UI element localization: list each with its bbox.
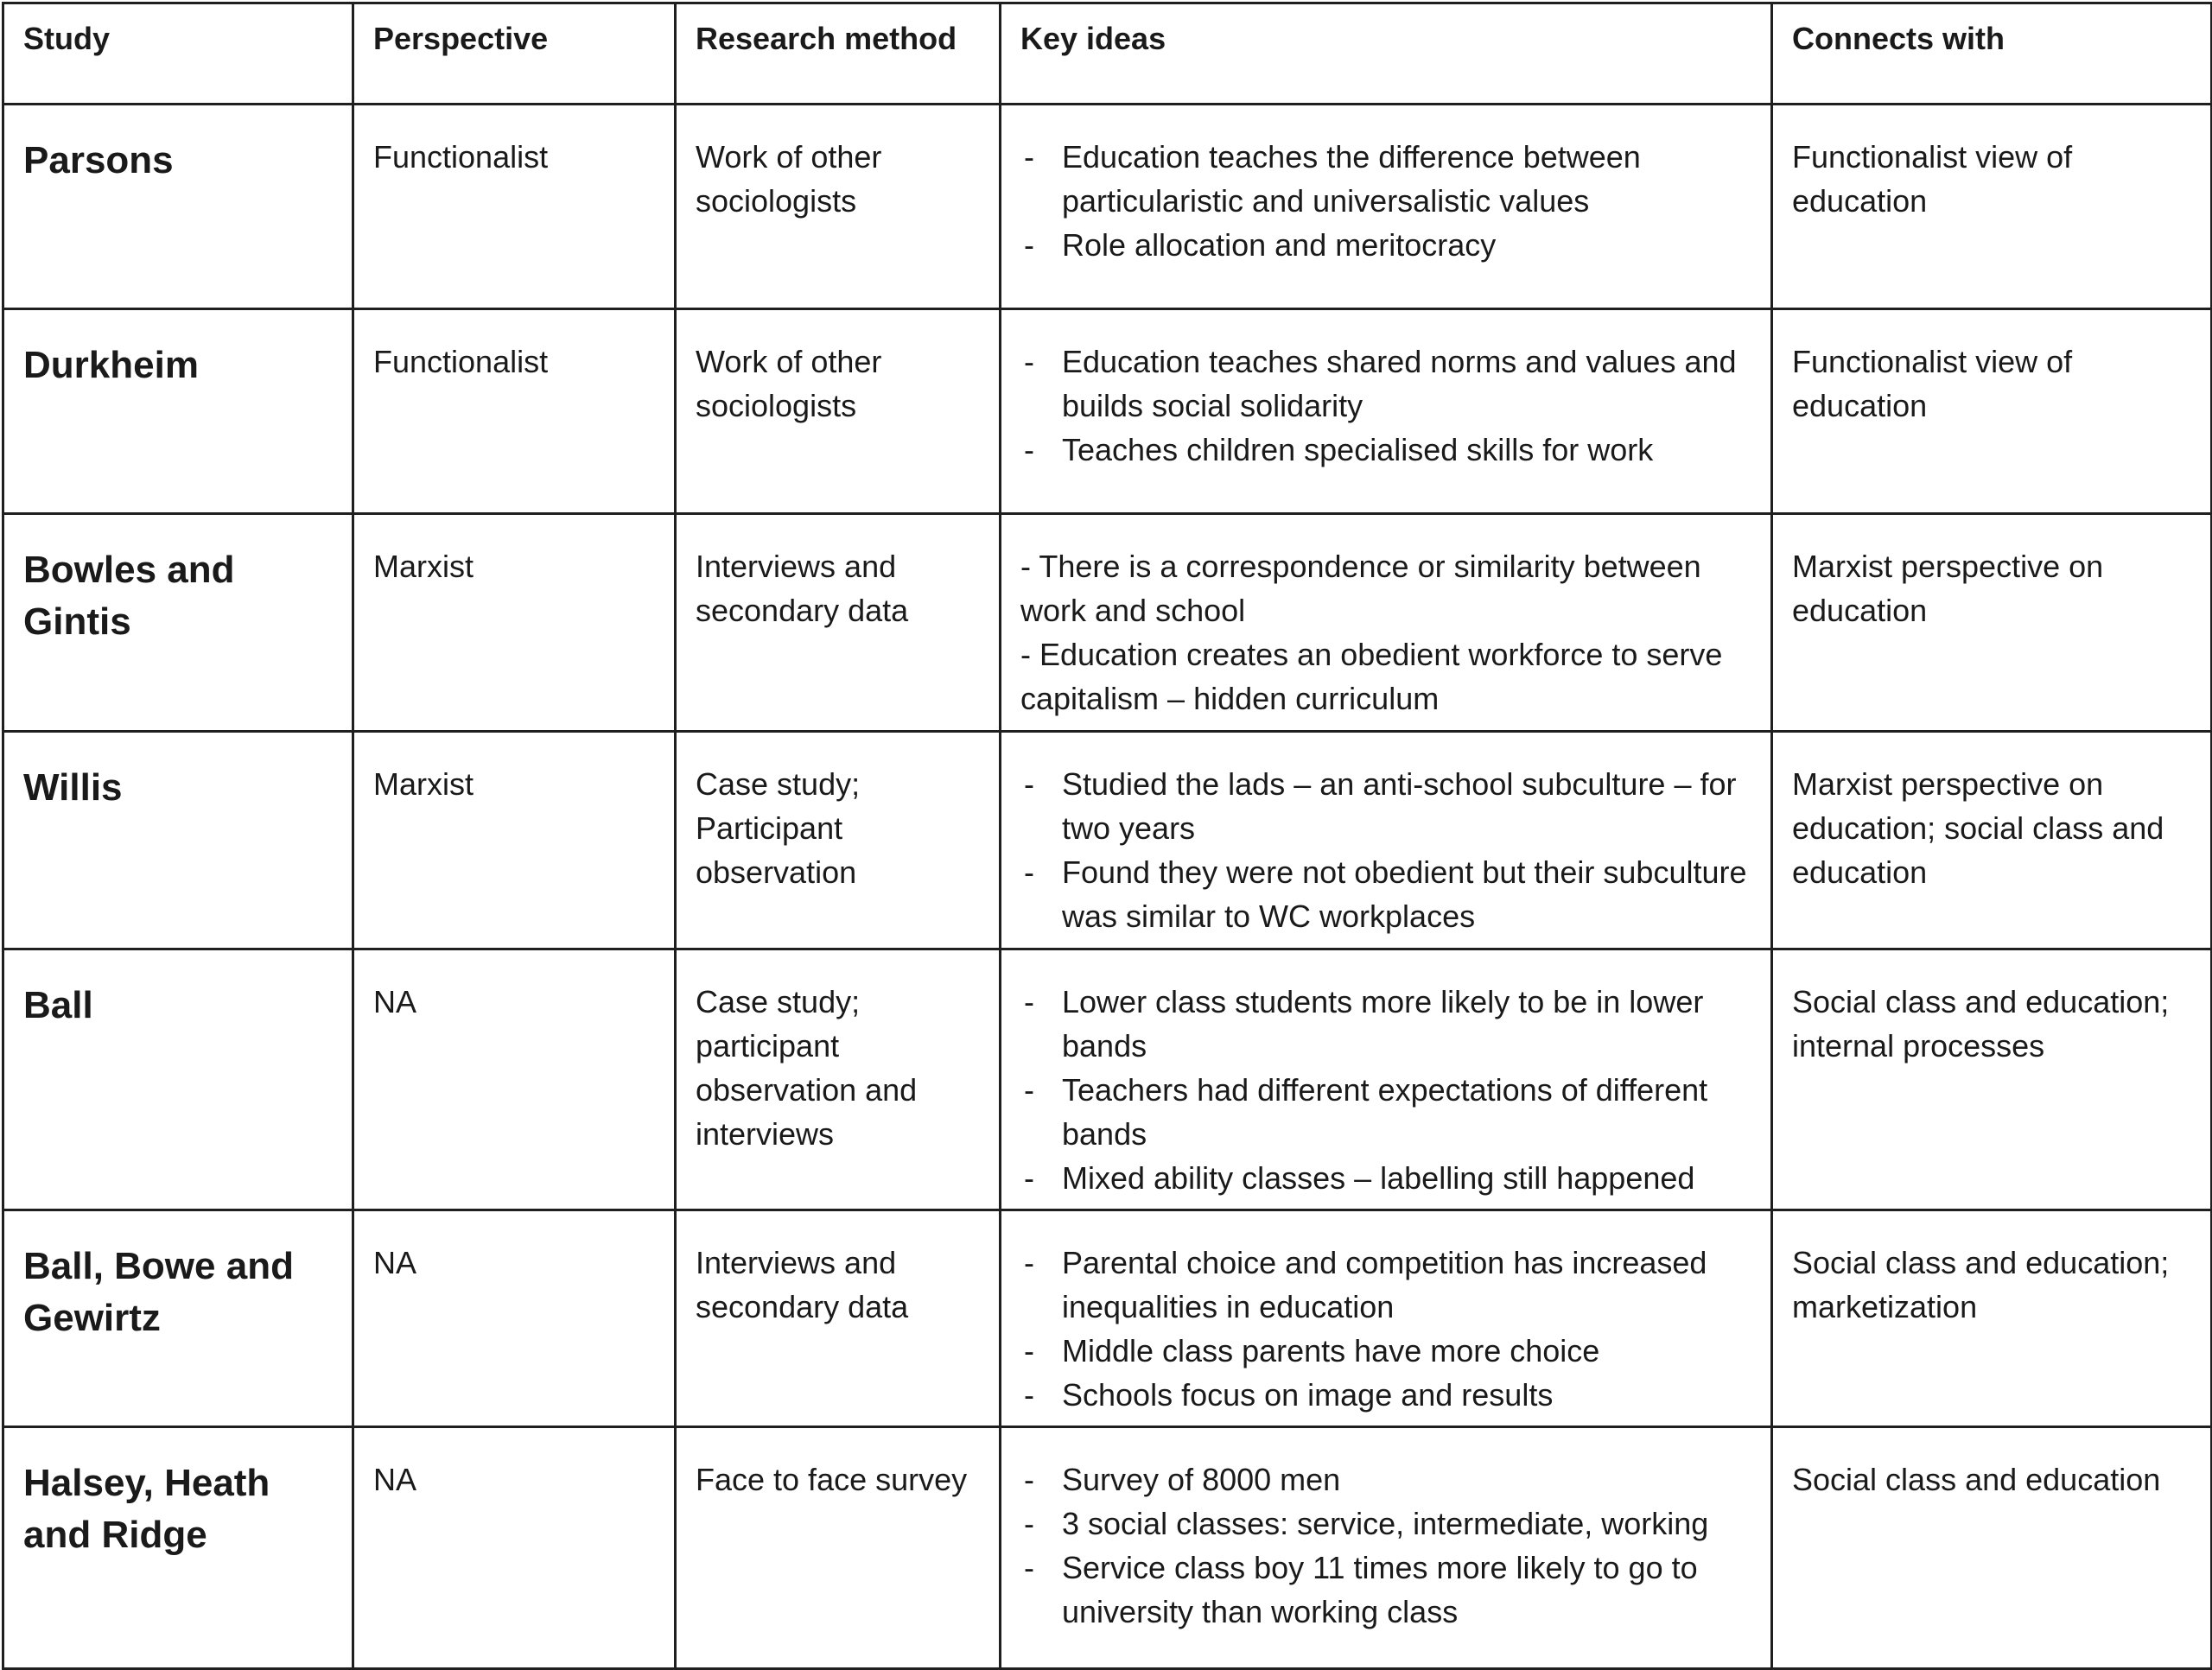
connects-cell: Marxist perspective on education; social class and education [1772,732,2212,949]
perspective-cell: Marxist [353,732,676,949]
perspective-cell: NA [353,1427,676,1669]
connects-cell: Marxist perspective on education [1772,514,2212,732]
connects-cell: Social class and education [1772,1427,2212,1669]
ideas-list [1020,762,1751,938]
method-cell: Case study; Participant observation [676,732,1001,949]
ideas-cell [1001,1210,1772,1427]
idea-item: - Mixed ability classes – labelling still happened [1020,1156,1751,1200]
ideas-list [1020,980,1751,1200]
perspective-cell: Functionalist [353,309,676,514]
idea-item: - Studied the lads – an anti-school subculture – for two years [1020,762,1751,850]
idea-item: - Education teaches the difference between particularistic and universalistic values [1020,135,1751,223]
idea-item: - Found they were not obedient but their subculture was similar to WC workplaces [1020,850,1751,938]
connects-cell: Social class and education; internal processes [1772,949,2212,1210]
ideas-cell [1001,105,1772,309]
study-cell: Ball, Bowe and Gewirtz [3,1210,353,1427]
header-study: Study [3,3,353,105]
header-row [3,3,2212,105]
ideas-list [1020,340,1751,472]
idea-item: - Service class boy 11 times more likely to go to university than working class [1020,1546,1751,1634]
ideas-cell [1001,949,1772,1210]
ideas-list [1020,1241,1751,1417]
table-row [3,309,2212,514]
method-cell: Work of other sociologists [676,309,1001,514]
study-cell: Parsons [3,105,353,309]
table-row [3,1210,2212,1427]
idea-item: - Survey of 8000 men [1020,1457,1751,1502]
table-row [3,949,2212,1210]
connects-cell: Functionalist view of education [1772,105,2212,309]
ideas-list [1020,544,1751,721]
header-connects: Connects with [1772,3,2212,105]
table-row [3,105,2212,309]
ideas-cell [1001,1427,1772,1669]
header-ideas: Key ideas [1001,3,1772,105]
header-perspective: Perspective [353,3,676,105]
study-cell: Willis [3,732,353,949]
ideas-list [1020,1457,1751,1634]
idea-item: - Education teaches shared norms and values and builds social solidarity [1020,340,1751,428]
idea-item: - Role allocation and meritocracy [1020,223,1751,267]
method-cell: Interviews and secondary data [676,1210,1001,1427]
study-cell: Halsey, Heath and Ridge [3,1427,353,1669]
ideas-cell [1001,309,1772,514]
idea-item: - Parental choice and competition has increased inequalities in education [1020,1241,1751,1329]
table-row [3,732,2212,949]
idea-item: - Lower class students more likely to be in lower bands [1020,980,1751,1068]
connects-cell: Social class and education; marketization [1772,1210,2212,1427]
table-body [3,105,2212,1669]
study-cell: Durkheim [3,309,353,514]
perspective-cell: Marxist [353,514,676,732]
idea-item: - There is a correspondence or similarity between work and school [1020,549,1701,628]
studies-table [2,2,2212,1670]
study-cell: Ball [3,949,353,1210]
idea-item: - Education creates an obedient workforce to serve capitalism – hidden curriculum [1020,637,1723,716]
idea-item: - 3 social classes: service, intermediate, working [1020,1502,1751,1546]
method-cell: Face to face survey [676,1427,1001,1669]
header-method: Research method [676,3,1001,105]
ideas-cell [1001,732,1772,949]
ideas-list [1020,135,1751,267]
ideas-cell [1001,514,1772,732]
connects-cell: Functionalist view of education [1772,309,2212,514]
method-cell: Case study; participant observation and interviews [676,949,1001,1210]
idea-item: - Teaches children specialised skills for work [1020,428,1751,472]
study-cell: Bowles and Gintis [3,514,353,732]
method-cell: Interviews and secondary data [676,514,1001,732]
idea-item: - Middle class parents have more choice [1020,1329,1751,1373]
perspective-cell: NA [353,949,676,1210]
perspective-cell: Functionalist [353,105,676,309]
idea-item: - Schools focus on image and results [1020,1373,1751,1417]
method-cell: Work of other sociologists [676,105,1001,309]
idea-item: - Teachers had different expectations of different bands [1020,1068,1751,1156]
table-row [3,514,2212,732]
table-row [3,1427,2212,1669]
perspective-cell: NA [353,1210,676,1427]
